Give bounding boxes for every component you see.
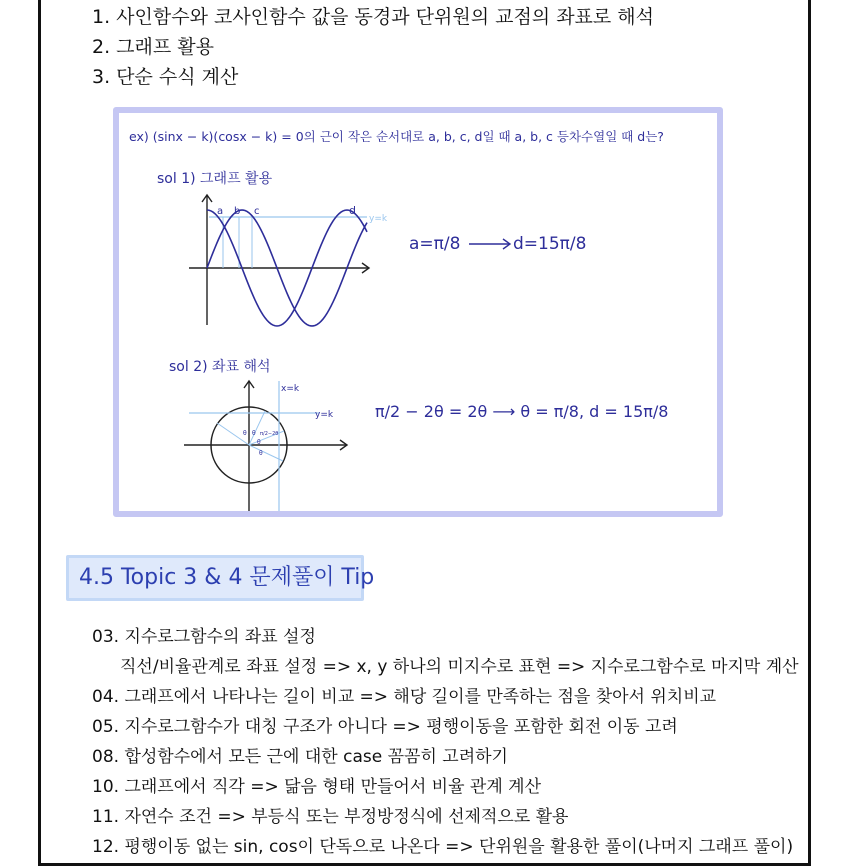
- angle-label-3: π/2−2θ: [260, 431, 279, 437]
- angle-label-1: θ: [243, 430, 247, 437]
- point-label-a: a: [217, 206, 224, 217]
- point-label-b: b: [234, 206, 241, 217]
- method-item-3: 3. 단순 수식 계산: [92, 66, 239, 88]
- tip-item-04: 04. 그래프에서 나타나는 길이 비교 => 해당 길이를 만족하는 점을 찾아서 위치비교: [92, 687, 717, 707]
- radius-4: [249, 445, 283, 461]
- tip-item-05: 05. 지수로그함수가 대칭 구조가 아니다 => 평행이동을 포함한 회전 이동 고려: [92, 717, 678, 737]
- method-list: [92, 2, 654, 92]
- tip-item-11: 11. 자연수 조건 => 부등식 또는 부정방정식에 선제적으로 활용: [92, 807, 569, 827]
- example-drawing: [119, 113, 717, 511]
- sol1-result-d: d=15π/8: [513, 234, 587, 254]
- sol1-result: [409, 234, 586, 254]
- sol1-k-line-label: y=k: [369, 214, 388, 224]
- sol1-graph: [189, 195, 388, 326]
- tip-item-12: 12. 평행이동 없는 sin, cos이 단독으로 나온다 => 단위원을 활용한 풀이(나머지 그래프 풀이): [92, 837, 794, 857]
- sol2-y-k-label: y=k: [315, 410, 334, 420]
- sol1-label: sol 1) 그래프 활용: [157, 171, 273, 187]
- point-label-c: c: [254, 206, 260, 217]
- tip-list: [92, 622, 799, 857]
- sol2-equation: π/2 − 2θ = 2θ ⟶ θ = π/8, d = 15π/8: [375, 402, 669, 421]
- tip-item-03: 03. 지수로그함수의 좌표 설정: [92, 627, 316, 647]
- method-item-1: 1. 사인함수와 코사인함수 값을 동경과 단위원의 교점의 좌표로 해석: [92, 6, 655, 28]
- sol2-unit-circle: [184, 381, 347, 511]
- sol1-result-a: a=π/8: [409, 234, 461, 254]
- tip-item-08: 08. 합성함수에서 모든 근에 대한 case 꼼꼼히 고려하기: [92, 747, 508, 767]
- topic-header: 4.5 Topic 3 & 4 문제풀이 Tip: [66, 555, 364, 601]
- point-label-d: d: [349, 204, 356, 217]
- angle-label-4: θ: [257, 439, 261, 446]
- angle-label-2: θ: [252, 430, 256, 437]
- sol2-x-k-label: x=k: [281, 384, 300, 394]
- example-problem: ex) (sinx − k)(cosx − k) = 0의 근이 작은 순서대로 a, b, c, d일 때 a, b, c 등차수열일 때 d는?: [129, 129, 664, 144]
- tip-item-10: 10. 그래프에서 직각 => 닮음 형태 만들어서 비율 관계 계산: [92, 777, 542, 797]
- sol2-label: sol 2) 좌표 해석: [169, 359, 271, 375]
- example-box: [113, 107, 723, 517]
- method-item-2: 2. 그래프 활용: [92, 36, 214, 58]
- tip-item-03-detail: 직선/비율관계로 좌표 설정 => x, y 하나의 미지수로 표현 => 지수로그함수로 마지막 계산: [120, 657, 799, 677]
- angle-label-5: θ: [259, 450, 263, 457]
